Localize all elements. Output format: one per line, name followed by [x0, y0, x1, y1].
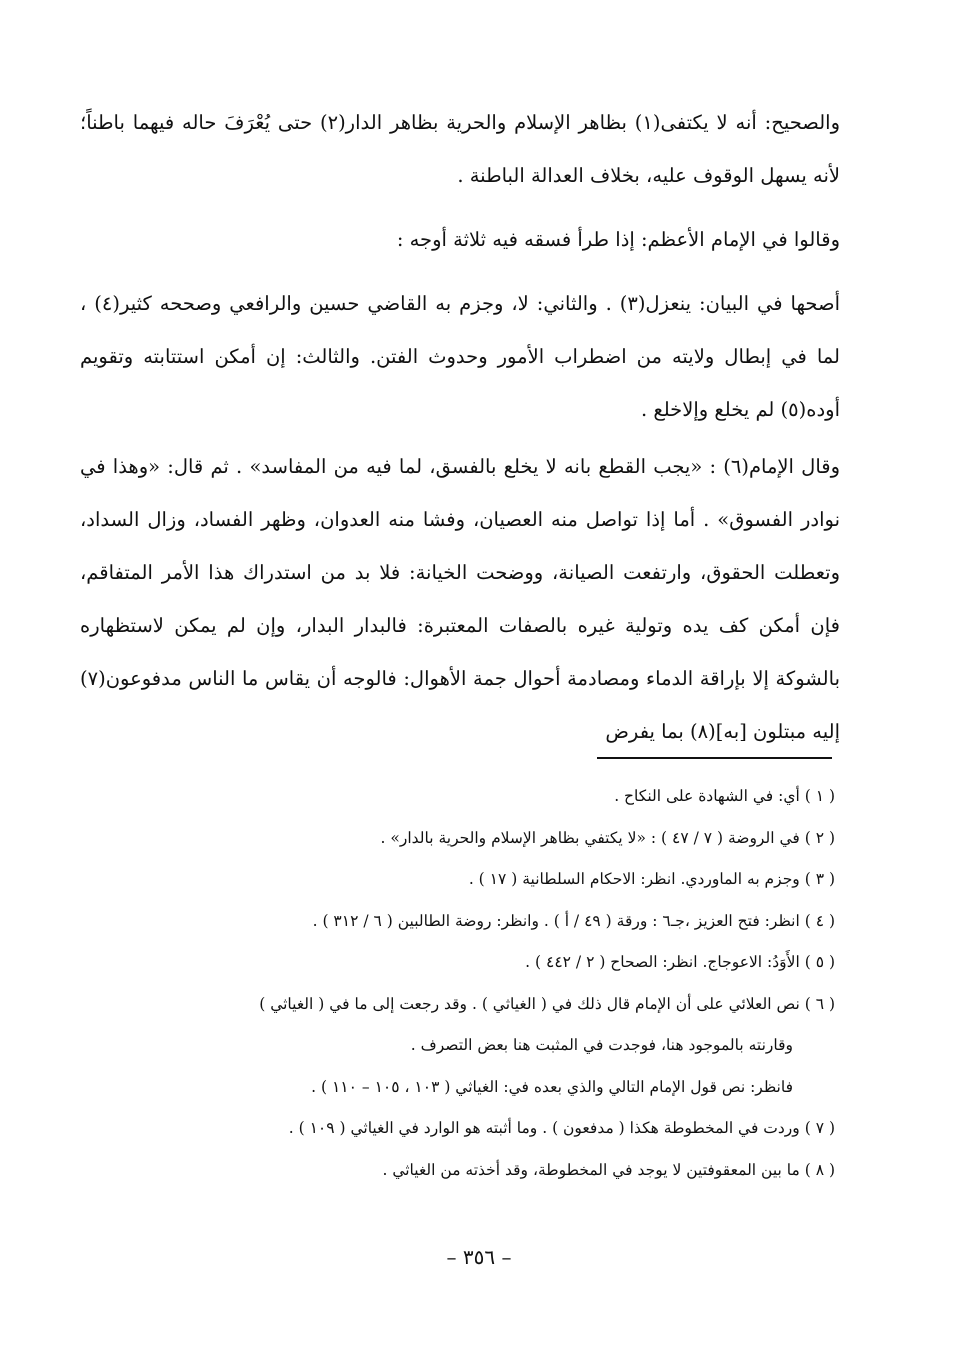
footnotes	[80, 776, 835, 1191]
main-text	[80, 96, 840, 758]
footnote-separator	[597, 757, 832, 759]
footnote-5: ( ٥ ) الأَوَدُ: الاعوجاج. انظر: الصحاح ( ٢ / ٤٤٢ ) .	[525, 953, 835, 971]
footnote-7: ( ٧ ) وردت في المخطوطة هكذا ( مدفعون ) . وما أثبته هو الوارد في الغياثي ( ١٠٩ ) .	[288, 1119, 835, 1137]
paragraph-imam-saying: وقال الإمام(٦) : «يجب القطع بانه لا يخلع بالفسق، لما فيه من المفاسد» . ثم قال: «وهذا في نوادر الفسوق» . أما إذا تواصل منه العصيان، وفشا منه العدوان، وظهر الفساد، وزال السداد، وتعطلت الحقوق، وارتفعت الصيانة، ووضحت الخيانة: فلا بد من استدراك هذا الأمر المتفاقم، فإن أمكن كف يده وتولية غيره بالصفات المعتبرة: فالبدار البدار، وإن لم يمكن لاستظهاره بالشوكة إلا بإراقة الدماء ومصادمة أحوال جمة الأهوال: فالوجه أن يقاس ما الناس مدفوعون(٧) إليه مبتلون [به](٨) بما يفرض	[80, 455, 840, 743]
footnote-1: ( ١ ) أي: في الشهادة على النكاح .	[614, 787, 835, 805]
footnote-2: ( ٢ ) في الروضة ( ٧ / ٤٧ ) : «لا يكتفي بظاهر الإسلام والحرية بالدار» .	[380, 828, 835, 847]
paragraph-correct-opinion: والصحيح: أنه لا يكتفى(١) بظاهر الإسلام والحرية بظاهر الدار(٢) حتى يُعْرَفَ حاله فيهما باطناً؛ لأنه يسهل الوقوف عليه، بخلاف العدالة الباطنة .	[80, 111, 840, 187]
footnote-6: ( ٦ ) نص العلائي على أن الإمام قال ذلك في ( الغياثي ) . وقد رجعت إلى ما في ( الغياثي )	[259, 994, 835, 1013]
footnote-8: ( ٨ ) ما بين المعقوفتين لا يوجد في المخطوطة، وقد أخذته من الغياثي .	[382, 1160, 835, 1179]
paragraph-three-views: أصحها في البيان: ينعزل(٣) . والثاني: لا، وجزم به القاضي حسين والرافعي وصححه كثير(٤) ، لما في إبطال ولايته من اضطراب الأمور وحدوث الفتن. والثالث: إن أمكن استتابته وتقويم أوده(٥) لم يخلع وإلاخلع .	[80, 292, 840, 421]
footnote-6-reference: فانظر: نص قول الإمام التالي والذي بعده في: الغياثي ( ١٠٣ ، ١٠٥ – ١١٠ ) .	[311, 1077, 793, 1096]
page-number: – ٣٥٦ –	[446, 1245, 512, 1269]
footnote-4: ( ٤ ) انظر: فتح العزيز ،جـ٦ : ورقة ( ٤٩ / أ ) . وانظر: روضة الطالبين ( ٦ / ٣١٢ ) .	[312, 911, 835, 930]
paragraph-supreme-imam: وقالوا في الإمام الأعظم: إذا طرأ فسقه فيه ثلاثة أوجه :	[396, 228, 840, 251]
footnote-6-continuation: وقارنته بالموجود هنا، فوجدت في المثبت هنا بعض التصرف .	[410, 1036, 793, 1054]
footnote-3: ( ٣ ) وجزم به الماوردي. انظر: الاحكام السلطانية ( ١٧ ) .	[468, 870, 835, 888]
